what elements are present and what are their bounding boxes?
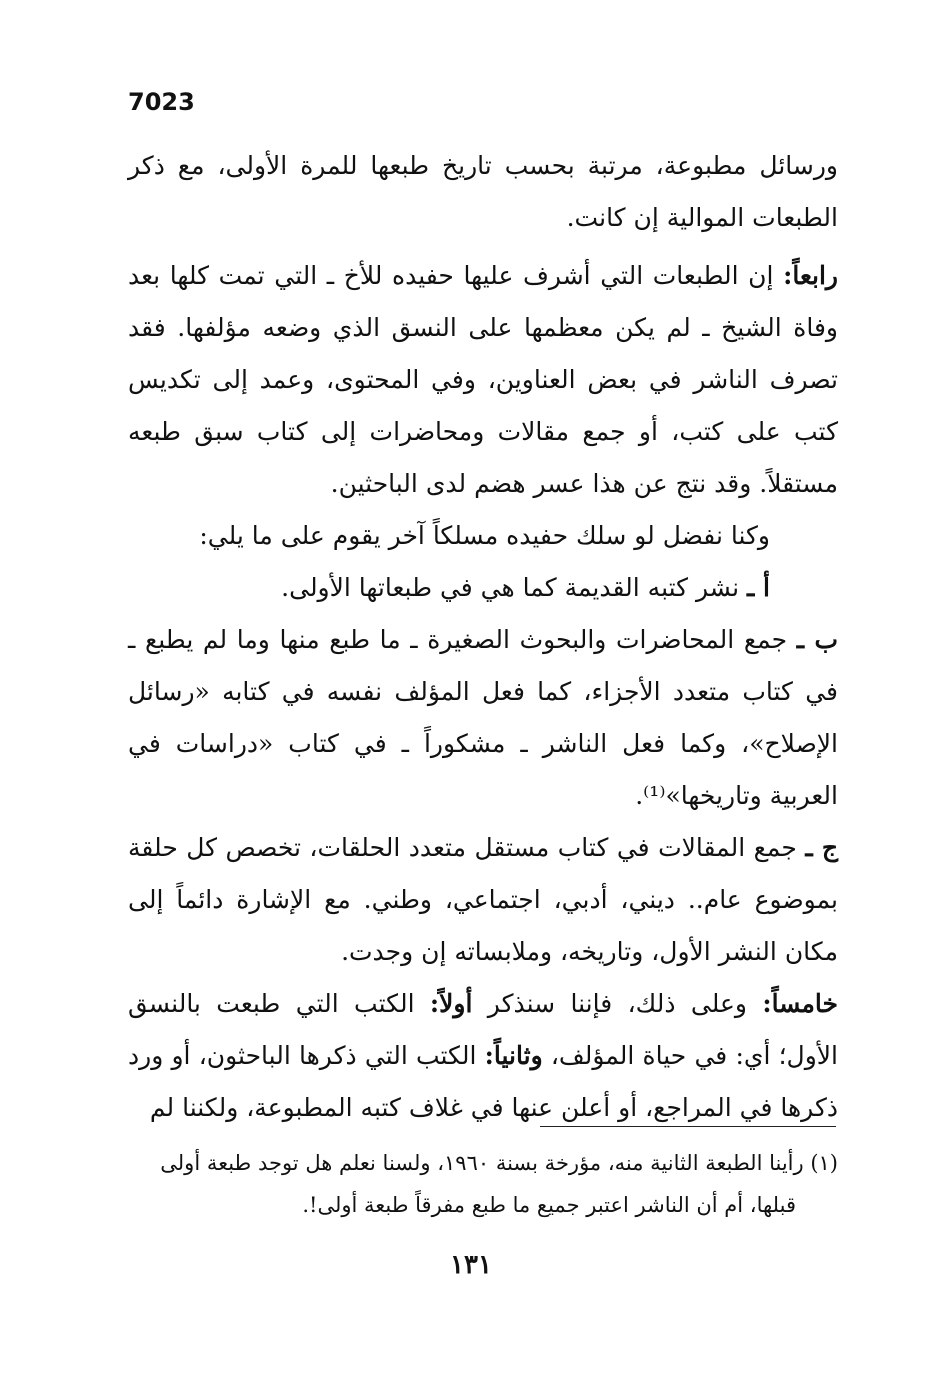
footnote-marker: (١) <box>810 1151 838 1175</box>
item-c-marker: ج ـ <box>805 833 839 862</box>
paragraph-fifth-text-3: الكتب التي ذكرها الباحثون، أو ورد ذكرها في المراجع، أو أعلن عنها في غلاف كتبه المطبوعة، ولكننا لم <box>128 1041 838 1122</box>
paragraph-fifth-text-2: الكتب التي طبعت بالنسق الأول؛ أي: في حياة المؤلف، <box>128 989 838 1070</box>
paragraph-fifth <box>128 978 838 1134</box>
page-code: 7023 <box>128 88 195 116</box>
paragraph-1: ورسائل مطبوعة، مرتبة بحسب تاريخ طبعها للمرة الأولى، مع ذكر الطبعات الموالية إن كانت. <box>128 151 838 232</box>
item-b-text: جمع المحاضرات والبحوث الصغيرة ـ ما طبع منها وما لم يطبع ـ في كتاب متعدد الأجزاء، كما فعل المؤلف نفسه في كتابه «رسائل الإصلاح»، وكما فعل الناشر ـ مشكوراً ـ في كتاب «دراسات في العربية وتاريخها»⁽¹⁾. <box>128 625 838 810</box>
item-b-marker: ب ـ <box>796 625 838 654</box>
footnote-line-2: قبلها، أم أن الناشر اعتبر جميع ما طبع مفرقاً طبعة أولى!. <box>302 1193 796 1217</box>
lead-second: وثانياً: <box>484 1041 543 1070</box>
footnote-separator <box>540 1126 836 1127</box>
paragraph-fourth <box>128 250 838 510</box>
page-number: ١٣١ <box>450 1250 492 1280</box>
item-b <box>128 614 838 822</box>
item-c <box>128 822 838 978</box>
lead-first: أولاً: <box>429 989 473 1018</box>
footnote-1 <box>128 1142 838 1184</box>
footnotes <box>128 1142 838 1226</box>
item-a-text: نشر كتبه القديمة كما هي في طبعاتها الأولى. <box>281 573 748 602</box>
lead-fifth: خامساً: <box>762 989 838 1018</box>
body-text <box>128 140 838 1134</box>
item-a <box>128 562 838 614</box>
paragraph-preference: وكنا نفضل لو سلك حفيده مسلكاً آخر يقوم على ما يلي: <box>199 521 770 550</box>
item-a-marker: أ ـ <box>747 573 770 602</box>
footnote-line-1: رأينا الطبعة الثانية منه، مؤرخة بسنة ١٩٦٠، ولسنا نعلم هل توجد طبعة أولى <box>160 1151 811 1175</box>
item-c-text: جمع المقالات في كتاب مستقل متعدد الحلقات، تخصص كل حلقة بموضوع عام.. ديني، أدبي، اجتماعي، وطني. مع الإشارة دائماً إلى مكان النشر الأول، وتاريخه، وملابساته إن وجدت. <box>128 833 838 966</box>
paragraph-fifth-text-1: وعلى ذلك، فإننا سنذكر <box>472 989 763 1018</box>
paragraph-fourth-text: إن الطبعات التي أشرف عليها حفيده للأخ ـ التي تمت كلها بعد وفاة الشيخ ـ لم يكن معظمها على النسق الذي وضعه مؤلفها. فقد تصرف الناشر في بعض العناوين، وفي المحتوى، وعمد إلى تكديس كتب على كتب، أو جمع مقالات ومحاضرات إلى كتاب سبق طبعه مستقلاً. وقد نتج عن هذا عسر هضم لدى الباحثين. <box>128 261 838 498</box>
lead-fourth: رابعاً: <box>783 261 838 290</box>
